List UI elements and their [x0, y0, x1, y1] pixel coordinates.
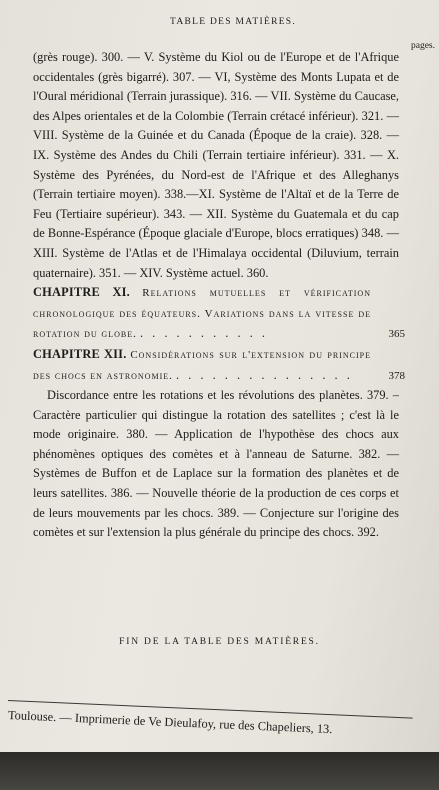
chapter-page-number: 378 — [388, 369, 405, 382]
chapter-label: CHAPITRE XI. — [33, 285, 130, 300]
table-of-contents-body — [33, 48, 405, 543]
contents-paragraph-chocs: Discordance entre les rotations et les révolutions des planètes. 379. – Caractère particulier qui distingue la rotation des satellites ; c'est là le mode originaire. 380. — Application de l'hypothèse des chocs aux phénomènes optiques des comètes et à l'anneau de Saturne. 382. — Systèmes de Buffon et de Laplace sur la formation des planètes et de leurs satellites. 386. — Nouvelle théorie de la production de ces corps et de leurs mouvements par les chocs. 389. — Conjecture sur l'origine des comètes et sur l'extension la plus générale du principe des chocs. 392. — [33, 388, 399, 540]
page-shadow — [0, 752, 439, 790]
chapter-title: Relations mutuelles et vérification chronologique des équateurs. Variations dans la vitesse de rotation du globe. — [33, 287, 371, 341]
pages-column-label: pages. — [410, 41, 435, 51]
running-header: TABLE DES MATIÈRES. — [170, 17, 297, 27]
printer-imprint: Toulouse. — Imprimerie de Ve Dieulafoy, rue des Chapeliers, 13. — [7, 708, 333, 737]
chapter-xi-entry — [33, 283, 405, 345]
chapter-label: CHAPITRE XII. — [33, 346, 127, 361]
leader-dots: . . . . . . . . . . . — [139, 326, 268, 341]
contents-paragraph-systems: (grès rouge). 300. — V. Système du Kiol ou de l'Europe et de l'Afrique occidentales (grès bigarré). 307. — VI, Système des Monts Lupata et de l'Oural méridional (Terrain jurassique). 316. — VII. Système du Caucase, des Alpes orientales et de la Colombie (Terrain crétacé inférieur). 321. — VIII. Système de la Guinée et du Canada (Époque de la craie). 328. — IX. Système des Andes du Chili (Terrain tertiaire inférieur). 331. — X. Système des Pyrénées, du Nord-est de l'Afrique et des Alleghanys (Terrain tertiaire moyen). 338.—XI. Système de l'Altaï et de la Terre de Feu (Tertiaire supérieur). 343. — XII. Système du Guatemala et du cap de Bonne-Espérance (Époque glaciale d'Europe, blocs erratiques) 348. — XIII. Système de l'Atlas et de l'Himalaya occidental (Diluvium, terrain quaternaire). 351. — XIV. Système actuel. 360. — [33, 50, 399, 280]
end-of-contents: FIN DE LA TABLE DES MATIÈRES. — [119, 637, 320, 647]
chapter-xii-entry — [33, 345, 405, 386]
chapter-page-number: 365 — [388, 328, 405, 341]
leader-dots: . . . . . . . . . . . . . . . — [176, 367, 353, 382]
chapter-title: Considérations sur l'extension du principe des chocs en astronomie. — [33, 348, 371, 382]
